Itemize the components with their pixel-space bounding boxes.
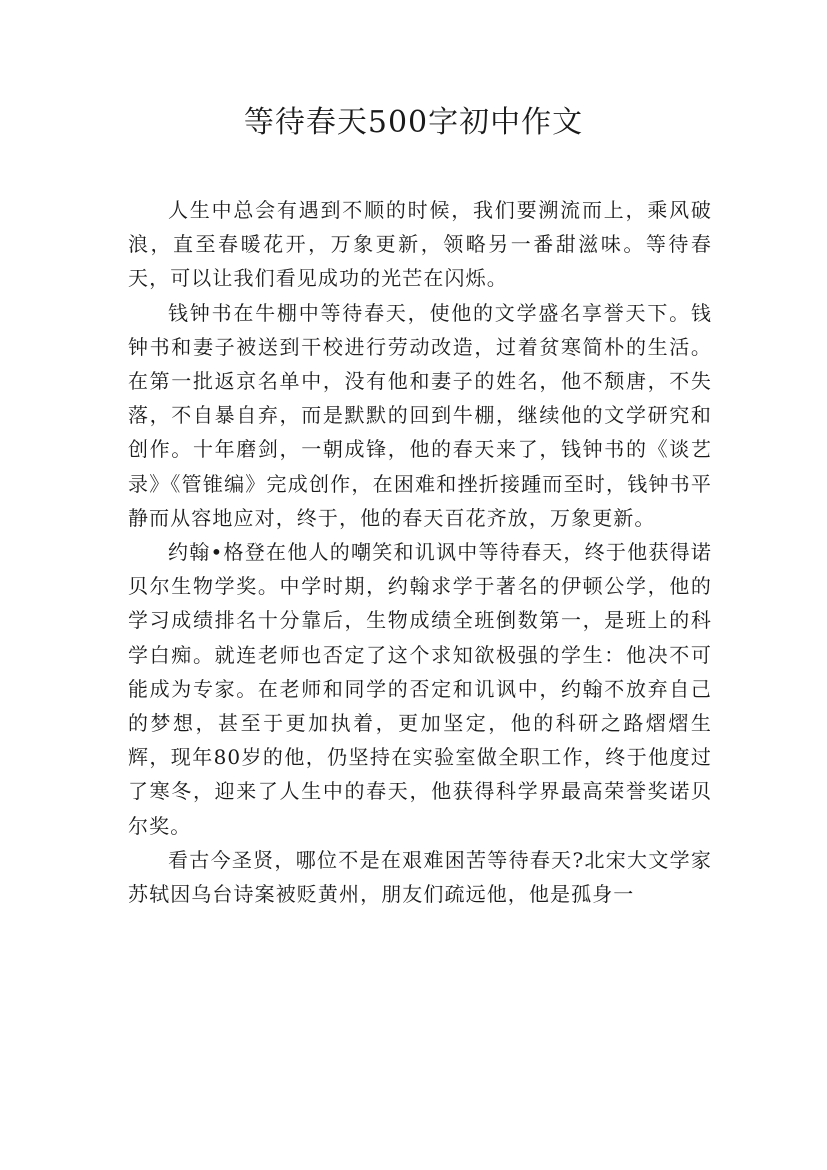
paragraph-2: 钱钟书在牛棚中等待春天，使他的文学盛名享誉天下。钱钟书和妻子被送到干校进行劳动改造，过着贫寒简朴的生活。在第一批返京名单中，没有他和妻子的姓名，他不颓唐，不失落，不自暴自弃，而是默默的回到牛棚，继续他的文学研究和创作。十年磨剑，一朝成锋，他的春天来了，钱钟书的《谈艺录》《管锥编》完成创作，在困难和挫折接踵而至时，钱钟书平静而从容地应对，终于，他的春天百花齐放，万象更新。 bbox=[128, 300, 712, 530]
document-body bbox=[128, 193, 712, 911]
document-title: 等待春天500字初中作文 bbox=[243, 105, 584, 140]
paragraph-4: 看古今圣贤，哪位不是在艰难困苦等待春天?北宋大文学家苏轼因乌台诗案被贬黄州，朋友们疏远他，他是孤身一 bbox=[128, 847, 712, 907]
paragraph-3: 约翰•格登在他人的嘲笑和讥讽中等待春天，终于他获得诺贝尔生物学奖。中学时期，约翰求学于著名的伊顿公学，他的学习成绩排名十分靠后，生物成绩全班倒数第一，是班上的科学白痴。就连老师也否定了这个求知欲极强的学生：他决不可能成为专家。在老师和同学的否定和讥讽中，约翰不放弃自己的梦想，甚至于更加执着，更加坚定，他的科研之路熠熠生辉，现年80岁的他，仍坚持在实验室做全职工作，终于他度过了寒冬，迎来了人生中的春天，他获得科学界最高荣誉奖诺贝尔奖。 bbox=[128, 540, 712, 838]
paragraph-1: 人生中总会有遇到不顺的时候，我们要溯流而上，乘风破浪，直至春暖花开，万象更新，领略另一番甜滋味。等待春天，可以让我们看见成功的光芒在闪烁。 bbox=[128, 198, 712, 291]
